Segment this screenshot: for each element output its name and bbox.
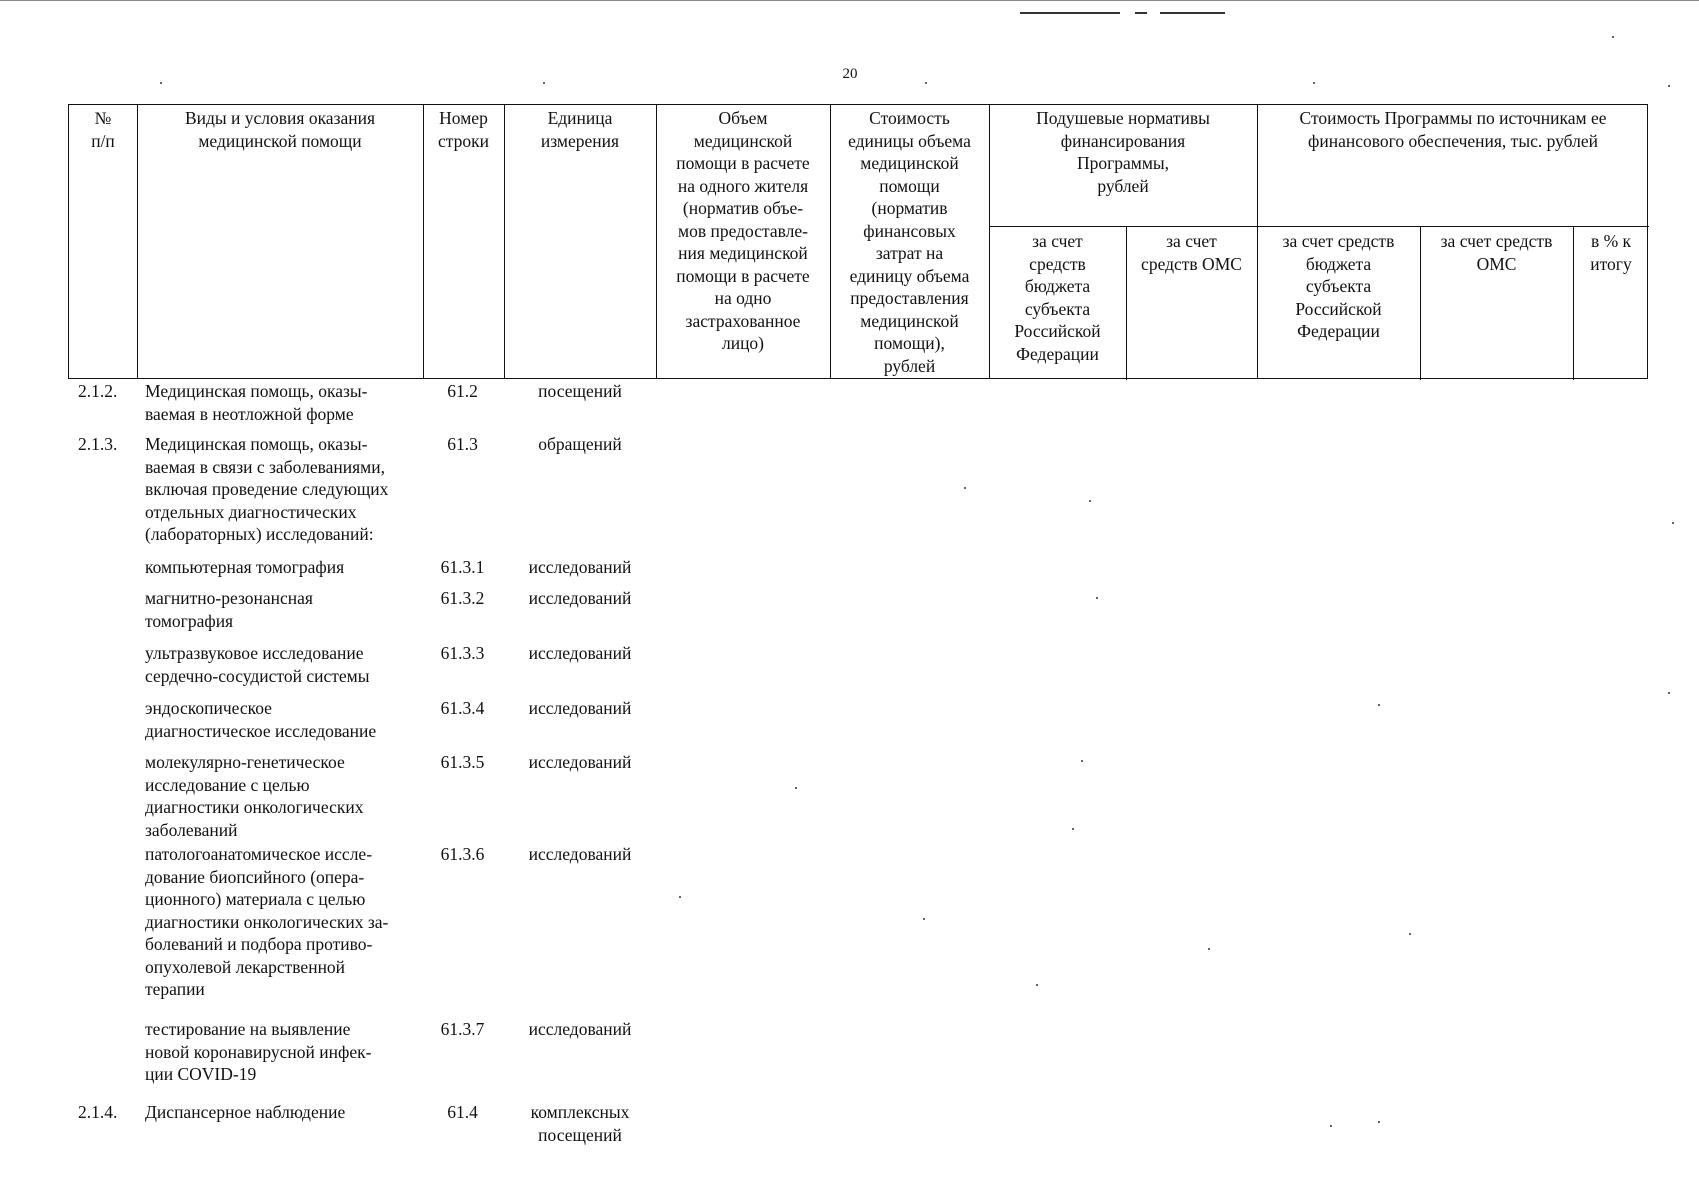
row-description: ультразвуковое исследование сердечно-сосудистой системы (145, 643, 370, 686)
row-line-number: 61.3.1 (440, 557, 485, 577)
row-description: эндоскопическое диагностическое исследование (145, 698, 377, 741)
row-description: компьютерная томография (145, 557, 345, 577)
row-description: молекулярно-генетическое исследование с целью диагностики онкологических заболеваний (145, 752, 364, 840)
row-line-number: 61.3.7 (440, 1019, 485, 1039)
header-sub-cost-percent: в % к итогу (1590, 231, 1632, 274)
row-line-number: 61.3.4 (440, 698, 485, 718)
scan-speckle (1378, 1121, 1380, 1123)
header-sub-cost-oms: за счет средств ОМС (1440, 231, 1553, 274)
scan-speckle (1668, 692, 1670, 694)
table-header (68, 104, 1648, 379)
header-col-types: Виды и условия оказания медицинской помощи (184, 108, 376, 151)
row-unit: исследований (528, 844, 632, 864)
header-col-number: № п/п (91, 108, 115, 151)
row-line-number: 61.2 (447, 381, 478, 401)
scan-mark (1020, 12, 1120, 14)
scan-mark (1135, 12, 1147, 14)
page-number: 20 (842, 66, 858, 82)
scan-speckle (1409, 933, 1411, 935)
scan-speckle (160, 82, 162, 84)
row-unit: исследований (528, 588, 632, 608)
header-sub-cost-budget: за счет средств бюджета субъекта Российской Федерации (1282, 231, 1395, 341)
row-number: 2.1.4. (78, 1102, 118, 1122)
scan-speckle (1089, 500, 1091, 502)
scan-speckle (1036, 984, 1038, 986)
page-top-edge (0, 0, 1699, 1)
scan-speckle (1672, 522, 1674, 524)
scan-speckle (543, 82, 545, 84)
scan-speckle (1072, 828, 1074, 830)
header-col-volume: Объем медицинской помощи в расчете на одного жителя (норматив объе- мов предоставле- ния медицинской помощи в расчете на одно застрахованное лицо) (676, 108, 810, 353)
scan-speckle (679, 896, 681, 898)
header-col-line: Номер строки (438, 108, 489, 151)
row-unit: обращений (538, 434, 622, 454)
row-line-number: 61.3.5 (440, 752, 485, 772)
row-description: Медицинская помощь, оказы- ваемая в неотложной форме (145, 381, 368, 424)
row-unit: посещений (538, 381, 622, 401)
row-line-number: 61.3.2 (440, 588, 485, 608)
header-sub-pc-oms: за счет средств ОМС (1141, 231, 1242, 274)
header-group-per-capita: Подушевые нормативы финансирования Программы, рублей (1036, 108, 1210, 196)
row-description: тестирование на выявление новой коронавирусной инфек- ции COVID-19 (145, 1019, 372, 1084)
row-unit: комплексных посещений (530, 1102, 630, 1145)
row-unit: исследований (528, 1019, 632, 1039)
scan-speckle (925, 82, 927, 84)
row-description: магнитно-резонансная томография (145, 588, 313, 631)
row-description: Медицинская помощь, оказы- ваемая в связи с заболеваниями, включая проведение следующих отдельных диагностических (лабораторных) исследований: (145, 434, 389, 544)
scan-speckle (923, 918, 925, 920)
scan-speckle (1668, 85, 1670, 87)
scan-speckle (1081, 760, 1083, 762)
header-col-unit: Единица измерения (540, 108, 620, 151)
row-unit: исследований (528, 698, 632, 718)
scan-speckle (1330, 1125, 1332, 1127)
row-number: 2.1.3. (78, 434, 118, 454)
row-line-number: 61.3.3 (440, 643, 485, 663)
scan-speckle (1612, 36, 1614, 38)
header-col-cost: Стоимость единицы объема медицинской помощи (норматив финансовых затрат на единицу объема предоставления медицинской помощи), рублей (848, 108, 971, 376)
scan-speckle (1208, 948, 1210, 950)
row-line-number: 61.4 (447, 1102, 478, 1122)
scan-speckle (1096, 597, 1098, 599)
header-group-program-cost: Стоимость Программы по источникам ее финансового обеспечения, тыс. рублей (1299, 108, 1607, 151)
row-line-number: 61.3 (447, 434, 478, 454)
row-description: Диспансерное наблюдение (145, 1102, 346, 1122)
scan-speckle (1313, 82, 1315, 84)
row-unit: исследований (528, 752, 632, 772)
header-sub-pc-budget: за счет средств бюджета субъекта Российской Федерации (1014, 231, 1101, 364)
row-description: патологоанатомическое иссле- дование биопсийного (опера- ционного) материала с целью диагностики онкологических за- болеваний и подбора противо- опухолевой лекарственной терапии (145, 844, 389, 999)
row-unit: исследований (528, 557, 632, 577)
row-number: 2.1.2. (78, 381, 118, 401)
scan-speckle (1378, 704, 1380, 706)
row-unit: исследований (528, 643, 632, 663)
row-line-number: 61.3.6 (440, 844, 485, 864)
scan-speckle (795, 787, 797, 789)
scan-mark (1160, 12, 1225, 14)
scan-speckle (964, 487, 966, 489)
